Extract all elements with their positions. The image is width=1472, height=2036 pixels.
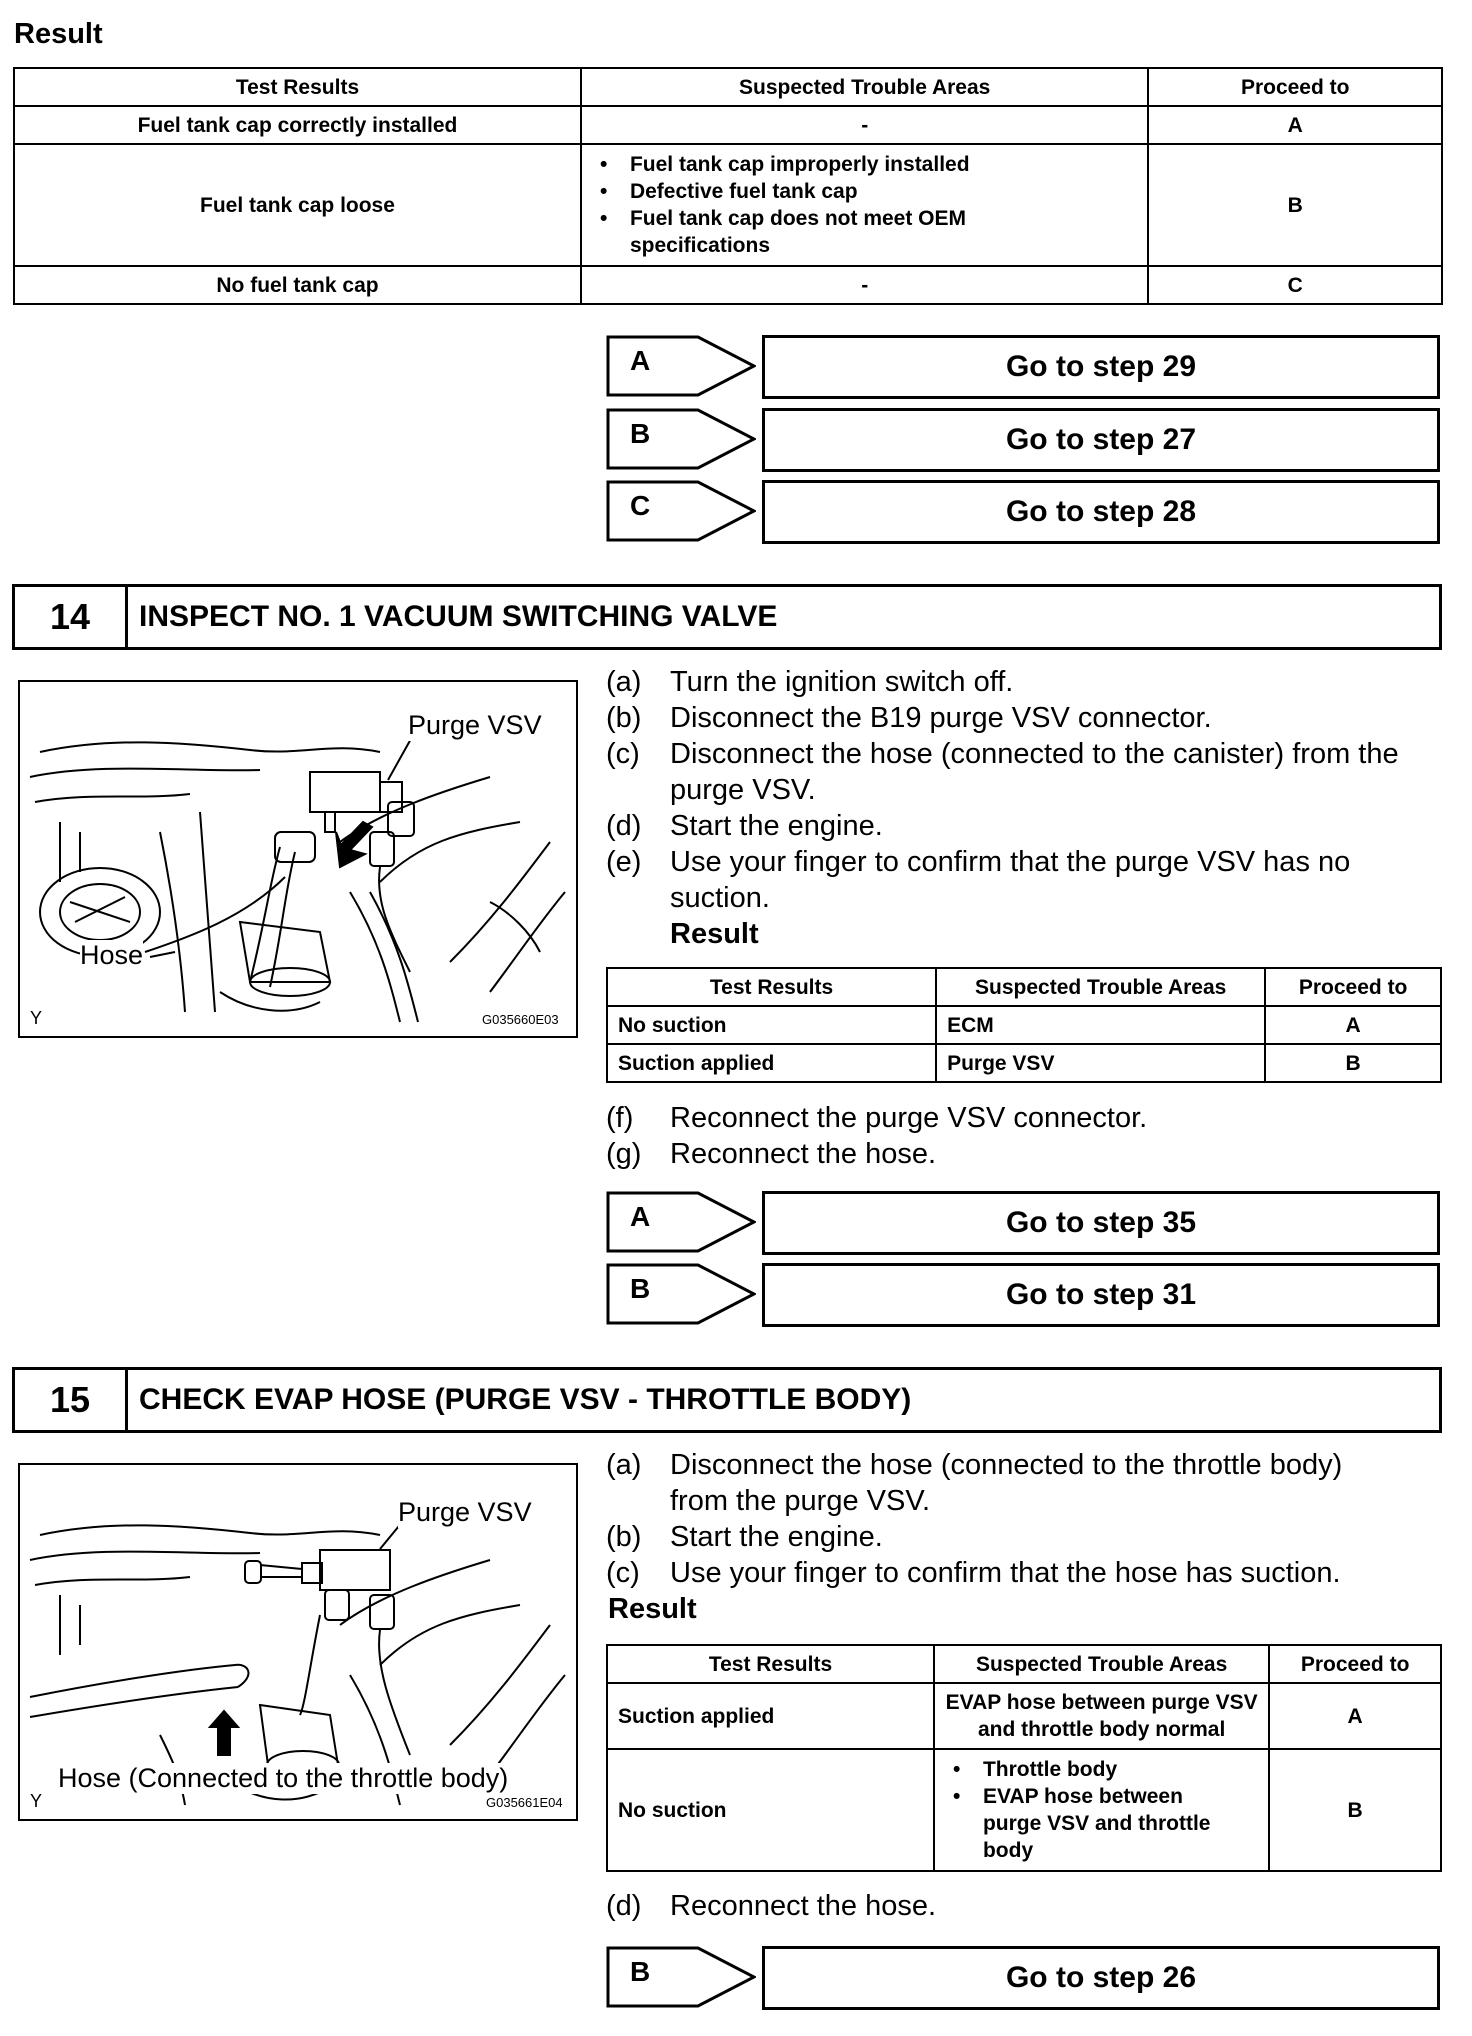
instruction-text: Turn the ignition switch off. (670, 666, 1014, 698)
instruction-item (606, 1447, 1446, 1519)
proceed-cell: B (1269, 1749, 1441, 1871)
instruction-list (606, 1447, 1446, 1627)
instruction-text: Disconnect the hose (connected to the throttle body) from the purge VSV. (670, 1449, 1343, 1517)
instruction-key: (e) (606, 846, 642, 878)
instruction-item (606, 664, 1446, 700)
instruction-key: (b) (606, 1521, 642, 1553)
step-header (12, 1367, 1442, 1433)
instruction-key: (d) (606, 1890, 642, 1922)
hose-label: Hose (80, 940, 144, 970)
list-item: • Fuel tank cap does not meet OEM specifications (630, 205, 1137, 259)
step-header (12, 584, 1442, 650)
instruction-text: Reconnect the hose. (670, 1138, 937, 1170)
table-header: Proceed to (1148, 68, 1442, 106)
nav-key: B (630, 1956, 651, 1987)
figure-corner-mark: Y (30, 1008, 43, 1028)
trouble-area-cell: EVAP hose between purge VSV and throttle body normal (934, 1683, 1269, 1749)
arrow-right-icon (606, 335, 756, 397)
table-header: Test Results (607, 1645, 934, 1683)
table-row (607, 1006, 1441, 1044)
step-title: INSPECT NO. 1 VACUUM SWITCHING VALVE (139, 600, 778, 633)
test-result-cell: Suction applied (607, 1044, 936, 1082)
instruction-text: Reconnect the hose. (670, 1890, 937, 1922)
table-header-row (607, 1645, 1441, 1683)
table-header-row (14, 68, 1442, 106)
instruction-item (606, 1136, 1446, 1172)
arrow-right-icon (606, 1191, 756, 1253)
instruction-text: Start the engine. (670, 1521, 883, 1553)
go-to-step-button[interactable]: Go to step 26 (762, 1946, 1440, 2010)
instruction-text: Reconnect the purge VSV connector. (670, 1102, 1148, 1134)
table-header: Suspected Trouble Areas (934, 1645, 1269, 1683)
instruction-list (606, 1100, 1446, 1172)
nav-row-b[interactable] (606, 1946, 1436, 2008)
go-to-step-button[interactable]: Go to step 31 (762, 1263, 1440, 1327)
proceed-cell: A (1265, 1006, 1441, 1044)
go-to-step-button[interactable]: Go to step 29 (762, 335, 1440, 399)
go-to-step-button[interactable]: Go to step 27 (762, 408, 1440, 472)
step-number: 14 (15, 587, 128, 647)
engine-figure (18, 1463, 578, 1821)
instruction-item (606, 808, 1446, 844)
proceed-cell: C (1148, 266, 1442, 304)
purge-vsv-label: Purge VSV (398, 1497, 532, 1527)
instruction-text: Disconnect the B19 purge VSV connector. (670, 702, 1212, 734)
nav-key: C (630, 490, 651, 521)
trouble-area-list (949, 1756, 1258, 1864)
instruction-list (606, 664, 1446, 952)
list-item: • Throttle body (983, 1756, 1258, 1783)
table-header: Test Results (607, 968, 936, 1006)
instruction-item (606, 700, 1446, 736)
instruction-item (606, 736, 1446, 808)
test-result-cell: No fuel tank cap (14, 266, 581, 304)
proceed-cell: A (1148, 106, 1442, 144)
instruction-item (606, 1555, 1446, 1591)
instruction-list (606, 1888, 1446, 1924)
instruction-item (606, 1100, 1446, 1136)
arrow-right-icon (606, 408, 756, 470)
result-heading: Result (608, 1593, 697, 1625)
hose-label: Hose (Connected to the throttle body) (58, 1763, 509, 1793)
nav-row-c[interactable] (606, 480, 1436, 542)
nav-row-b[interactable] (606, 408, 1436, 470)
test-result-cell: No suction (607, 1006, 936, 1044)
instruction-item (606, 1888, 1446, 1924)
nav-row-a[interactable] (606, 335, 1436, 397)
instruction-item (606, 844, 1446, 916)
table-row (14, 106, 1442, 144)
go-to-step-button[interactable]: Go to step 35 (762, 1191, 1440, 1255)
arrow-right-icon (606, 480, 756, 542)
table-row (14, 144, 1442, 266)
proceed-cell: B (1148, 144, 1442, 266)
nav-row-b[interactable] (606, 1263, 1436, 1325)
list-item: • Fuel tank cap improperly installed (630, 151, 1137, 178)
figure-corner-mark: Y (30, 1791, 43, 1811)
result-table (606, 967, 1442, 1083)
arrow-right-icon (606, 1263, 756, 1325)
instruction-key: (g) (606, 1138, 642, 1170)
instruction-key: (a) (606, 666, 642, 698)
result-table (606, 1644, 1442, 1872)
test-result-cell: Suction applied (607, 1683, 934, 1749)
nav-row-a[interactable] (606, 1191, 1436, 1253)
proceed-cell: B (1265, 1044, 1441, 1082)
trouble-area-cell (581, 144, 1148, 266)
instruction-key: (f) (606, 1102, 634, 1134)
instruction-text: Use your finger to confirm that the hose has suction. (670, 1557, 1341, 1589)
step-title: CHECK EVAP HOSE (PURGE VSV - THROTTLE BODY) (139, 1383, 912, 1416)
purge-vsv-label: Purge VSV (408, 710, 542, 740)
table-header: Proceed to (1269, 1645, 1441, 1683)
instruction-key: (d) (606, 810, 642, 842)
test-result-cell: Fuel tank cap correctly installed (14, 106, 581, 144)
trouble-area-list (596, 151, 1137, 259)
instruction-text: Start the engine. (670, 810, 883, 842)
table-header: Suspected Trouble Areas (936, 968, 1265, 1006)
trouble-area-cell: - (581, 106, 1148, 144)
table-row (607, 1683, 1441, 1749)
nav-key: A (630, 1201, 651, 1232)
table-row (14, 266, 1442, 304)
table-header: Suspected Trouble Areas (581, 68, 1148, 106)
list-item: • EVAP hose between purge VSV and throttle body (983, 1783, 1258, 1864)
figure-code: G035661E04 (486, 1795, 563, 1810)
nav-key: A (630, 345, 651, 376)
test-result-cell: Fuel tank cap loose (14, 144, 581, 266)
table-header: Proceed to (1265, 968, 1441, 1006)
table-header: Test Results (14, 68, 581, 106)
result-heading: Result (670, 918, 759, 950)
arrow-right-icon (606, 1946, 756, 2008)
instruction-key: (c) (606, 1557, 640, 1589)
instruction-key: (b) (606, 702, 642, 734)
table-row (607, 1749, 1441, 1871)
test-result-cell: No suction (607, 1749, 934, 1871)
trouble-area-cell (934, 1749, 1269, 1871)
nav-key: B (630, 418, 651, 449)
instruction-key: (a) (606, 1449, 642, 1481)
result-heading: Result (14, 18, 103, 50)
instruction-item (606, 1519, 1446, 1555)
engine-figure (18, 680, 578, 1038)
table-row (607, 1044, 1441, 1082)
trouble-area-cell: ECM (936, 1006, 1265, 1044)
proceed-cell: A (1269, 1683, 1441, 1749)
step-number: 15 (15, 1370, 128, 1430)
list-item: • Defective fuel tank cap (630, 178, 1137, 205)
trouble-area-cell: - (581, 266, 1148, 304)
result-table (13, 67, 1443, 305)
instruction-text: Disconnect the hose (connected to the canister) from the purge VSV. (670, 738, 1399, 806)
instruction-key: (c) (606, 738, 640, 770)
trouble-area-cell: Purge VSV (936, 1044, 1265, 1082)
instruction-text: Use your finger to confirm that the purge VSV has no suction. (670, 846, 1351, 914)
nav-key: B (630, 1273, 651, 1304)
go-to-step-button[interactable]: Go to step 28 (762, 480, 1440, 544)
table-header-row (607, 968, 1441, 1006)
figure-code: G035660E03 (482, 1012, 559, 1027)
